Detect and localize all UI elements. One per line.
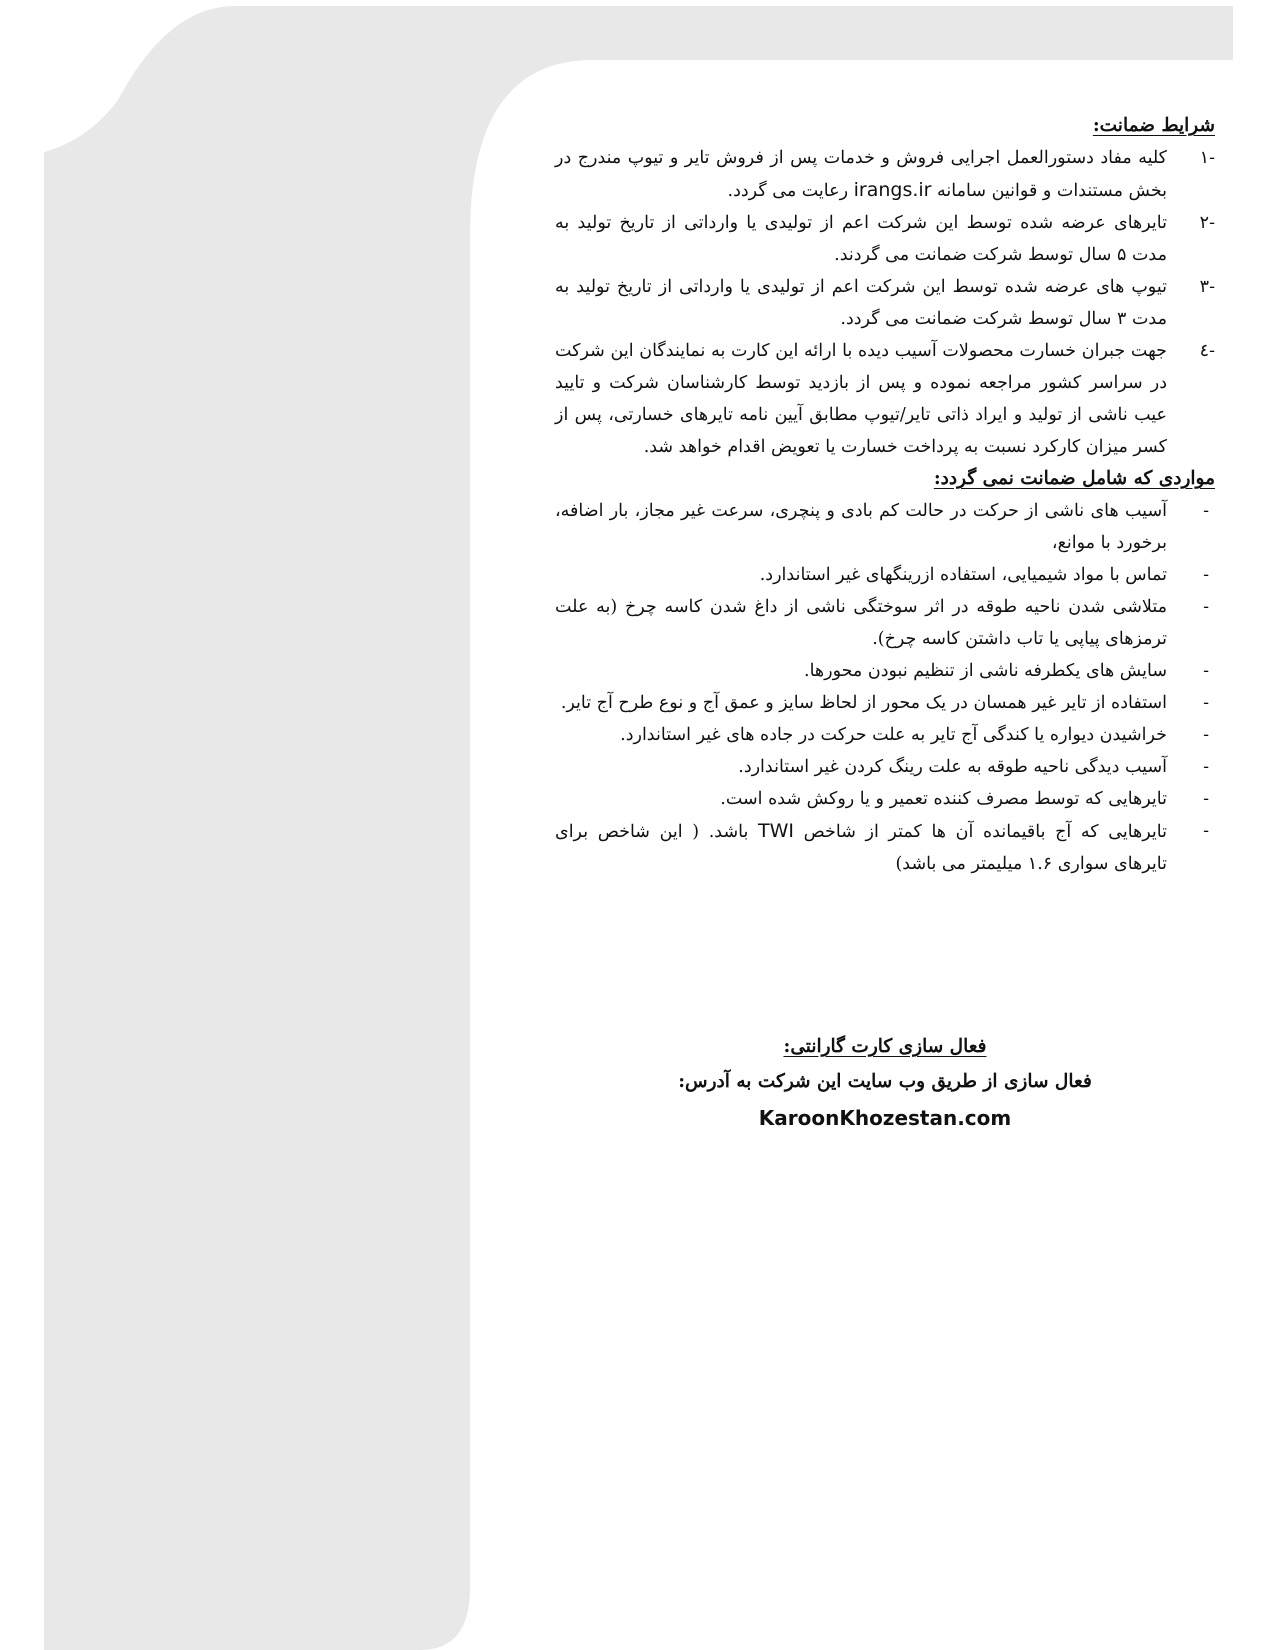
exclusions-list <box>555 495 1215 880</box>
activation-title: فعال سازی کارت گارانتی: <box>783 1036 987 1057</box>
bullet-dash: - <box>1203 757 1209 777</box>
item-text: آسیب دیدگی ناحیه طوقه به علت رینگ کردن غیر استاندارد. <box>738 757 1167 777</box>
item-text: متلاشی شدن ناحیه طوقه در اثر سوختگی ناشی از داغ شدن کاسه چرخ (به علت ترمزهای پیاپی یا تاب داشتن کاسه چرخ). <box>555 597 1167 649</box>
item-number: -٤ <box>1199 341 1215 361</box>
item-text: تیوپ های عرضه شده توسط این شرکت اعم از تولیدی یا وارداتی از تاریخ تولید به مدت ۳ سال توسط شرکت ضمانت می گردد. <box>555 277 1167 329</box>
item-text: سایش های یکطرفه ناشی از تنظیم نبودن محورها. <box>804 661 1167 681</box>
bullet-dash: - <box>1203 821 1209 841</box>
item-text: تماس با مواد شیمیایی، استفاده ازرینگهای غیر استاندارد. <box>759 565 1167 585</box>
list-item <box>555 687 1215 719</box>
list-item <box>555 591 1215 655</box>
item-text-end: باشد. ( این شاخص برای تایرهای سواری ۱.۶ میلیمتر می باشد) <box>555 822 1167 874</box>
activation-section <box>555 1030 1215 1136</box>
list-item <box>555 751 1215 783</box>
activation-text: فعال سازی از طریق وب سایت این شرکت به آدرس: <box>678 1071 1092 1092</box>
item-text: تایرهای عرضه شده توسط این شرکت اعم از تولیدی یا وارداتی از تاریخ تولید به مدت ۵ سال توسط شرکت ضمانت می گردند. <box>555 213 1167 265</box>
item-number: -۳ <box>1199 277 1215 297</box>
list-item <box>555 271 1215 335</box>
bullet-dash: - <box>1203 565 1209 585</box>
warranty-content <box>555 110 1215 880</box>
list-item <box>555 559 1215 591</box>
item-text: خراشیدن دیواره یا کندگی آج تایر به علت حرکت در جاده های غیر استاندارد. <box>620 725 1167 745</box>
list-item <box>555 815 1215 880</box>
list-item <box>555 142 1215 207</box>
bullet-dash: - <box>1203 501 1209 521</box>
item-number: -۲ <box>1199 213 1215 233</box>
warranty-terms-list <box>555 142 1215 463</box>
list-item <box>555 783 1215 815</box>
item-link-text: irangs.ir <box>853 179 932 201</box>
item-text: تایرهایی که آج باقیمانده آن ها کمتر از شاخص <box>793 822 1167 842</box>
list-item <box>555 207 1215 271</box>
list-item <box>555 495 1215 559</box>
item-text: آسیب های ناشی از حرکت در حالت کم بادی و پنچری، سرعت غیر مجاز، بار اضافه، برخورد با موانع، <box>555 501 1167 553</box>
list-item <box>555 335 1215 463</box>
warranty-terms-title: شرایط ضمانت: <box>1092 115 1215 136</box>
item-text: تایرهایی که توسط مصرف کننده تعمیر و یا روکش شده است. <box>720 789 1167 809</box>
item-number: -۱ <box>1199 148 1215 168</box>
bullet-dash: - <box>1203 789 1209 809</box>
item-text-end: رعایت می گردد. <box>727 181 854 201</box>
bullet-dash: - <box>1203 693 1209 713</box>
bullet-dash: - <box>1203 725 1209 745</box>
item-text: جهت جبران خسارت محصولات آسیب دیده با ارائه این کارت به نمایندگان این شرکت در سراسر کشور مراجعه نموده و پس از بازدید توسط کارشناسان شرکت و تایید عیب ناشی از تولید و ایراد ذاتی تایر/تیوپ مطابق آیین نامه تایرهای خسارتی، پس از کسر میزان کارکرد نسبت به پرداخت خسارت یا تعویض اقدام خواهد شد. <box>555 341 1167 457</box>
list-item <box>555 719 1215 751</box>
item-text: استفاده از تایر غیر همسان در یک محور از لحاظ سایز و عمق آج و نوع طرح آج تایر. <box>560 693 1167 713</box>
list-item <box>555 655 1215 687</box>
item-latin-text: TWI <box>757 820 794 842</box>
bullet-dash: - <box>1203 661 1209 681</box>
exclusions-title: مواردی که شامل ضمانت نمی گردد: <box>933 468 1215 489</box>
bullet-dash: - <box>1203 597 1209 617</box>
website-address: KaroonKhozestan.com <box>758 1106 1012 1130</box>
item-text: کلیه مفاد دستورالعمل اجرایی فروش و خدمات پس از فروش تایر و تیوپ مندرج در بخش مستندات و قوانین سامانه <box>555 148 1167 201</box>
